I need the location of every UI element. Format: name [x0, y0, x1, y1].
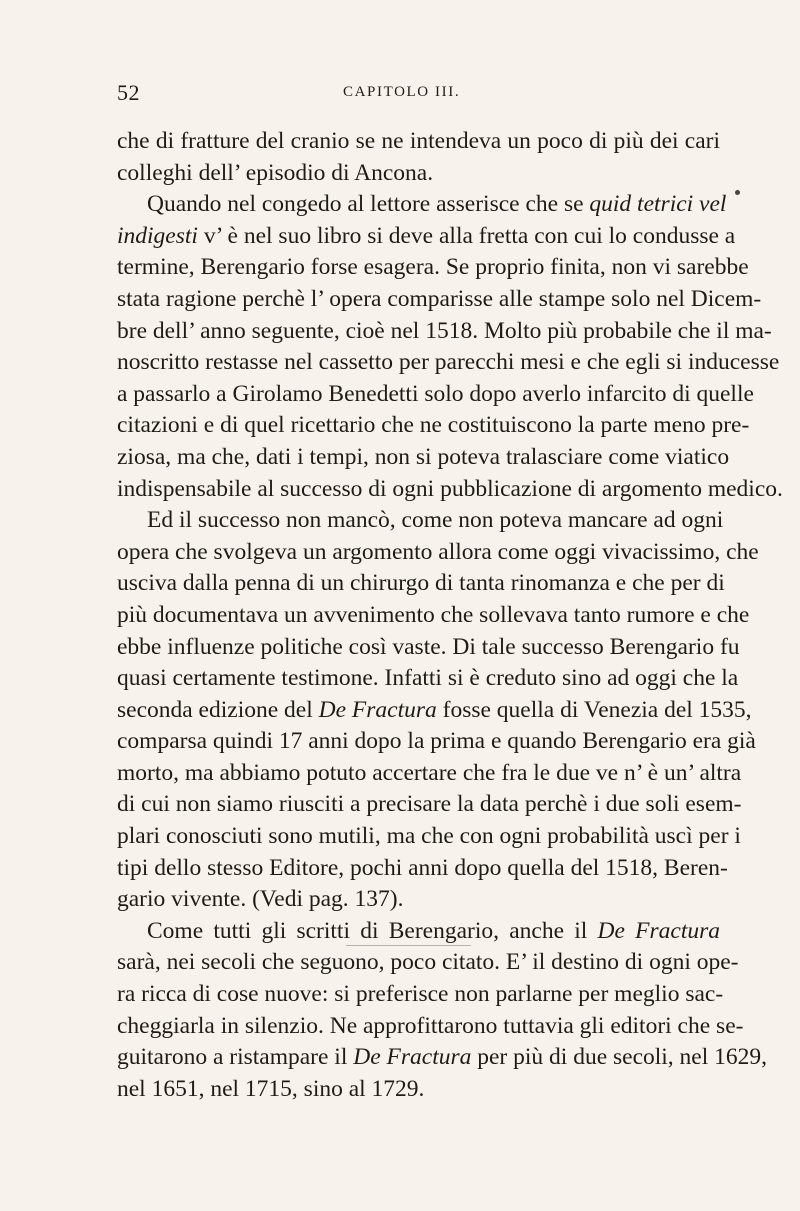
text-line: nel 1651, nel 1715, sino al 1729.	[117, 1075, 425, 1102]
text-line: Ed il successo non mancò, come non poteva mancare ad ogni	[147, 507, 724, 534]
text-line: gario vivente. (Vedi pag. 137).	[117, 886, 404, 913]
text-run: Come tutti gli scritti di Berengario, anche il	[147, 917, 588, 944]
text-line: ra ricca di cose nuove: si preferisce non parlarne per meglio sac-	[117, 981, 724, 1008]
text-run: Quando nel congedo al lettore asserisce che se	[147, 191, 584, 218]
text-line	[117, 695, 752, 727]
text-run: per più di due secoli, nel 1629,	[477, 1044, 768, 1071]
text-line: stata ragione perchè l’ opera comparisse alle stampe solo nel Dicem-	[117, 285, 762, 312]
text-line	[117, 189, 727, 221]
text-line: tipi dello stesso Editore, pochi anni dopo quella del 1518, Beren-	[117, 854, 728, 881]
text-line: colleghi dell’ episodio di Ancona.	[117, 159, 434, 186]
italic-phrase: quid tetrici vel	[589, 191, 727, 218]
text-run: seconda edizione del	[117, 696, 313, 723]
text-line: che di fratture del cranio se ne intendeva un poco di più dei cari	[117, 128, 720, 154]
text-line: opera che svolgeva un argomento allora come oggi vivacissimo, che	[117, 538, 759, 565]
page-number: 52	[117, 80, 140, 105]
text-line	[117, 916, 720, 948]
body-text	[117, 126, 783, 1105]
text-line: cheggiarla in silenzio. Ne approfittarono tuttavia gli editori che se-	[117, 1012, 744, 1039]
text-line: sarà, nei secoli che seguono, poco citato. E’ il destino di ogni ope-	[117, 949, 739, 976]
italic-phrase: indigesti	[117, 222, 198, 249]
text-line: plari conosciuti sono mutili, ma che con ogni probabilità uscì per i	[117, 823, 741, 850]
text-run: guitarono a ristampare il	[117, 1044, 348, 1071]
text-line: comparsa quindi 17 anni dopo la prima e quando Berengario era già	[117, 728, 756, 755]
page-header	[117, 80, 720, 110]
text-line: indispensabile al successo di ogni pubblicazione di argomento medico.	[117, 475, 783, 502]
book-title: De Fractura	[318, 696, 437, 723]
text-run: v’ è nel suo libro si deve alla fretta con cui lo condusse a	[203, 222, 736, 249]
text-line: a passarlo a Girolamo Benedetti solo dopo averlo infarcito di quelle	[117, 380, 754, 407]
text-run: fosse quella di Venezia del 1535,	[442, 696, 752, 723]
text-line: di cui non siamo riusciti a precisare la data perchè i due soli esem-	[117, 791, 742, 818]
text-line: citazioni e di quel ricettario che ne costituiscono la parte meno pre-	[117, 412, 750, 439]
text-line: termine, Berengario forse esagera. Se proprio finita, non vi sarebbe	[117, 254, 749, 281]
text-line	[117, 1042, 768, 1074]
text-line: quasi certamente testimone. Infatti si è creduto sino ad oggi che la	[117, 665, 739, 692]
book-title: De Fractura	[597, 917, 720, 944]
text-line: ziosa, ma che, dati i tempi, non si poteva tralasciare come viatico	[117, 443, 730, 470]
ink-speck	[735, 190, 740, 195]
section-end-rule	[346, 945, 471, 946]
text-line: morto, ma abbiamo potuto accertare che fra le due ve n’ è un’ altra	[117, 759, 742, 786]
text-line	[117, 221, 736, 253]
text-line: usciva dalla penna di un chirurgo di tanta rinomanza e che per di	[117, 570, 725, 597]
text-line: noscritto restasse nel cassetto per parecchi mesi e che egli si inducesse	[117, 349, 780, 376]
book-title: De Fractura	[353, 1044, 472, 1071]
text-line: ebbe influenze politiche così vaste. Di tale successo Berengario fu	[117, 633, 740, 660]
text-line: bre dell’ anno seguente, cioè nel 1518. Molto più probabile che il ma-	[117, 317, 772, 344]
running-head: CAPITOLO III.	[343, 84, 461, 100]
text-line: più documentava un avvenimento che sollevava tanto rumore e che	[117, 601, 750, 628]
